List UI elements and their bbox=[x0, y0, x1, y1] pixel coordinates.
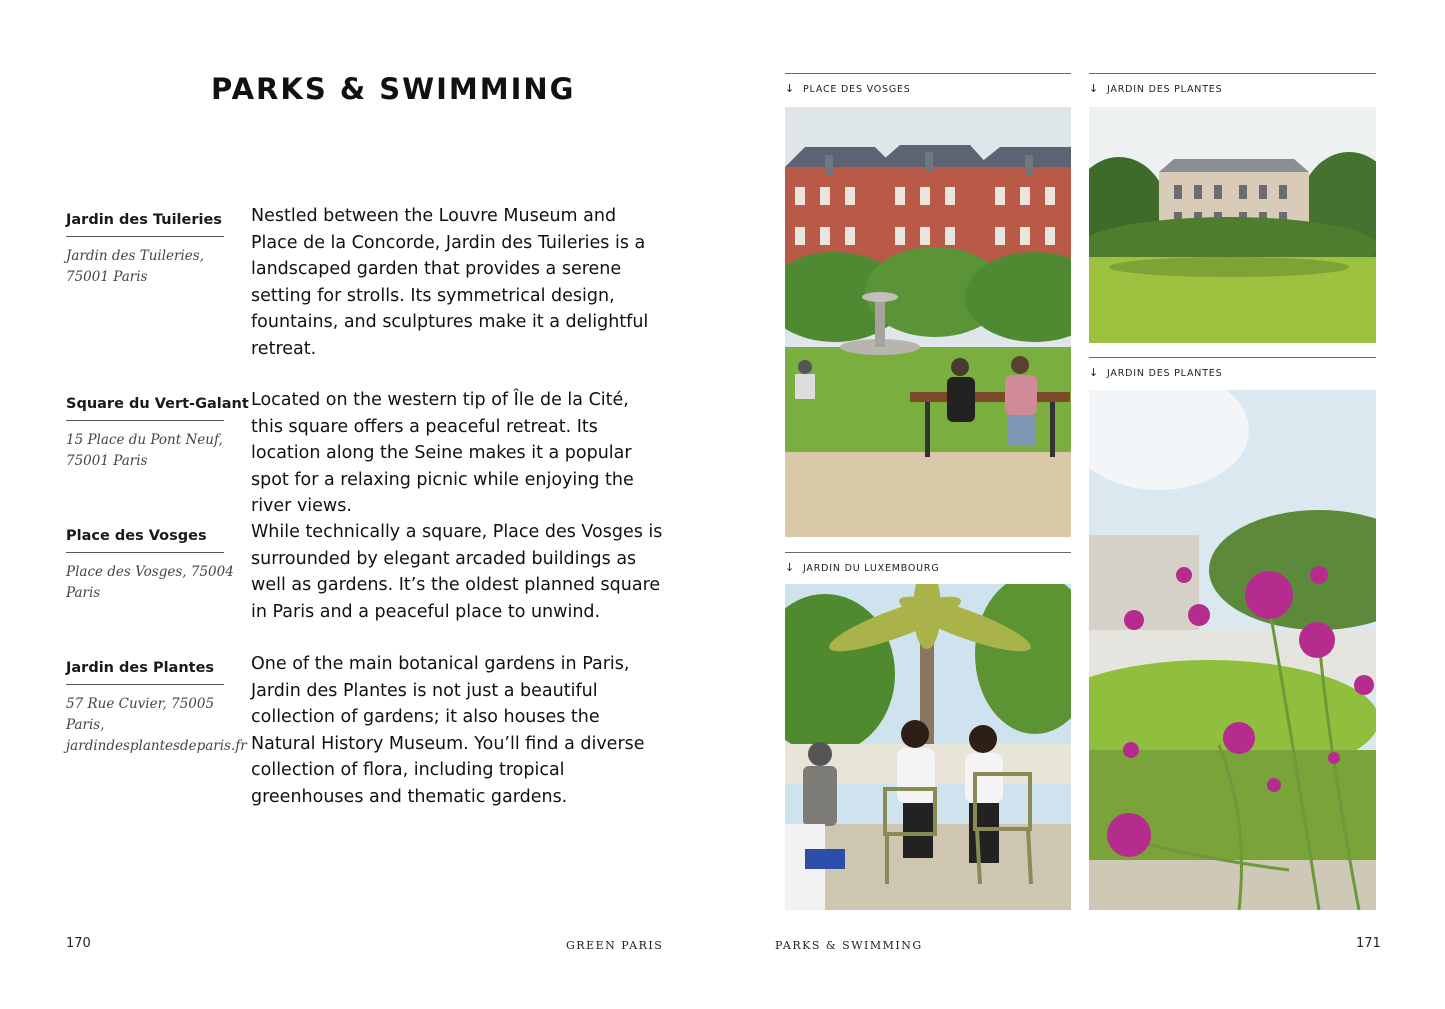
running-head-right: PARKS & SWIMMING bbox=[775, 939, 923, 952]
page-title: PARKS & SWIMMING bbox=[211, 72, 576, 106]
caption-jardin-du-luxembourg bbox=[785, 552, 1071, 574]
photo-jardin-du-luxembourg bbox=[785, 584, 1071, 910]
arrow-down-icon: ↓ bbox=[785, 82, 796, 95]
caption-label: JARDIN DES PLANTES bbox=[1107, 84, 1223, 95]
photo-jardin-des-plantes-top bbox=[1089, 107, 1376, 343]
caption-label: JARDIN DES PLANTES bbox=[1107, 368, 1223, 379]
entry-name: Jardin des Tuileries bbox=[66, 212, 224, 237]
caption-label: JARDIN DU LUXEMBOURG bbox=[803, 563, 940, 574]
entry-description: Nestled between the Louvre Museum and Place de la Concorde, Jardin des Tuileries is a landscaped garden that provides a serene setting for strolls. Its symmetrical design, fountains, and sculptures make it a delightful retreat. bbox=[251, 206, 649, 359]
entry-description: While technically a square, Place des Vosges is surrounded by elegant arcaded buildings as well as gardens. It’s the oldest planned square in Paris and a peaceful place to unwind. bbox=[251, 522, 663, 622]
caption-label: PLACE DES VOSGES bbox=[803, 84, 911, 95]
entry-address: Place des Vosges, 75004 Paris bbox=[66, 564, 234, 601]
entry-address: 15 Place du Pont Neuf, 75001 Paris bbox=[66, 432, 223, 469]
entry-description: Located on the western tip of Île de la Cité, this square offers a peaceful retreat. Its location along the Seine makes it a popular spot for a relaxing picnic while enjoying the river views. bbox=[251, 390, 634, 516]
entry-name: Jardin des Plantes bbox=[66, 660, 224, 685]
page-number-left: 170 bbox=[66, 936, 91, 951]
entry-address: 57 Rue Cuvier, 75005 Paris, jardindesplantesdeparis.fr bbox=[66, 696, 247, 754]
caption-jardin-des-plantes-bottom bbox=[1089, 357, 1376, 379]
entry-name: Place des Vosges bbox=[66, 528, 224, 553]
caption-place-des-vosges bbox=[785, 73, 1071, 95]
photo-place-des-vosges bbox=[785, 107, 1071, 537]
photo-jardin-des-plantes-bottom bbox=[1089, 390, 1376, 910]
arrow-down-icon: ↓ bbox=[1089, 366, 1100, 379]
arrow-down-icon: ↓ bbox=[785, 561, 796, 574]
running-head-left: GREEN PARIS bbox=[566, 939, 664, 952]
arrow-down-icon: ↓ bbox=[1089, 82, 1100, 95]
entry-description: One of the main botanical gardens in Paris, Jardin des Plantes is not just a beautiful collection of gardens; it also houses the Natural History Museum. You’ll find a diverse collection of flora, including tropical greenhouses and thematic gardens. bbox=[251, 654, 645, 807]
caption-jardin-des-plantes-top bbox=[1089, 73, 1376, 95]
entry-name: Square du Vert-Galant bbox=[66, 396, 224, 421]
entry-address: Jardin des Tuileries, 75001 Paris bbox=[66, 248, 205, 285]
page-number-right: 171 bbox=[1356, 936, 1381, 951]
